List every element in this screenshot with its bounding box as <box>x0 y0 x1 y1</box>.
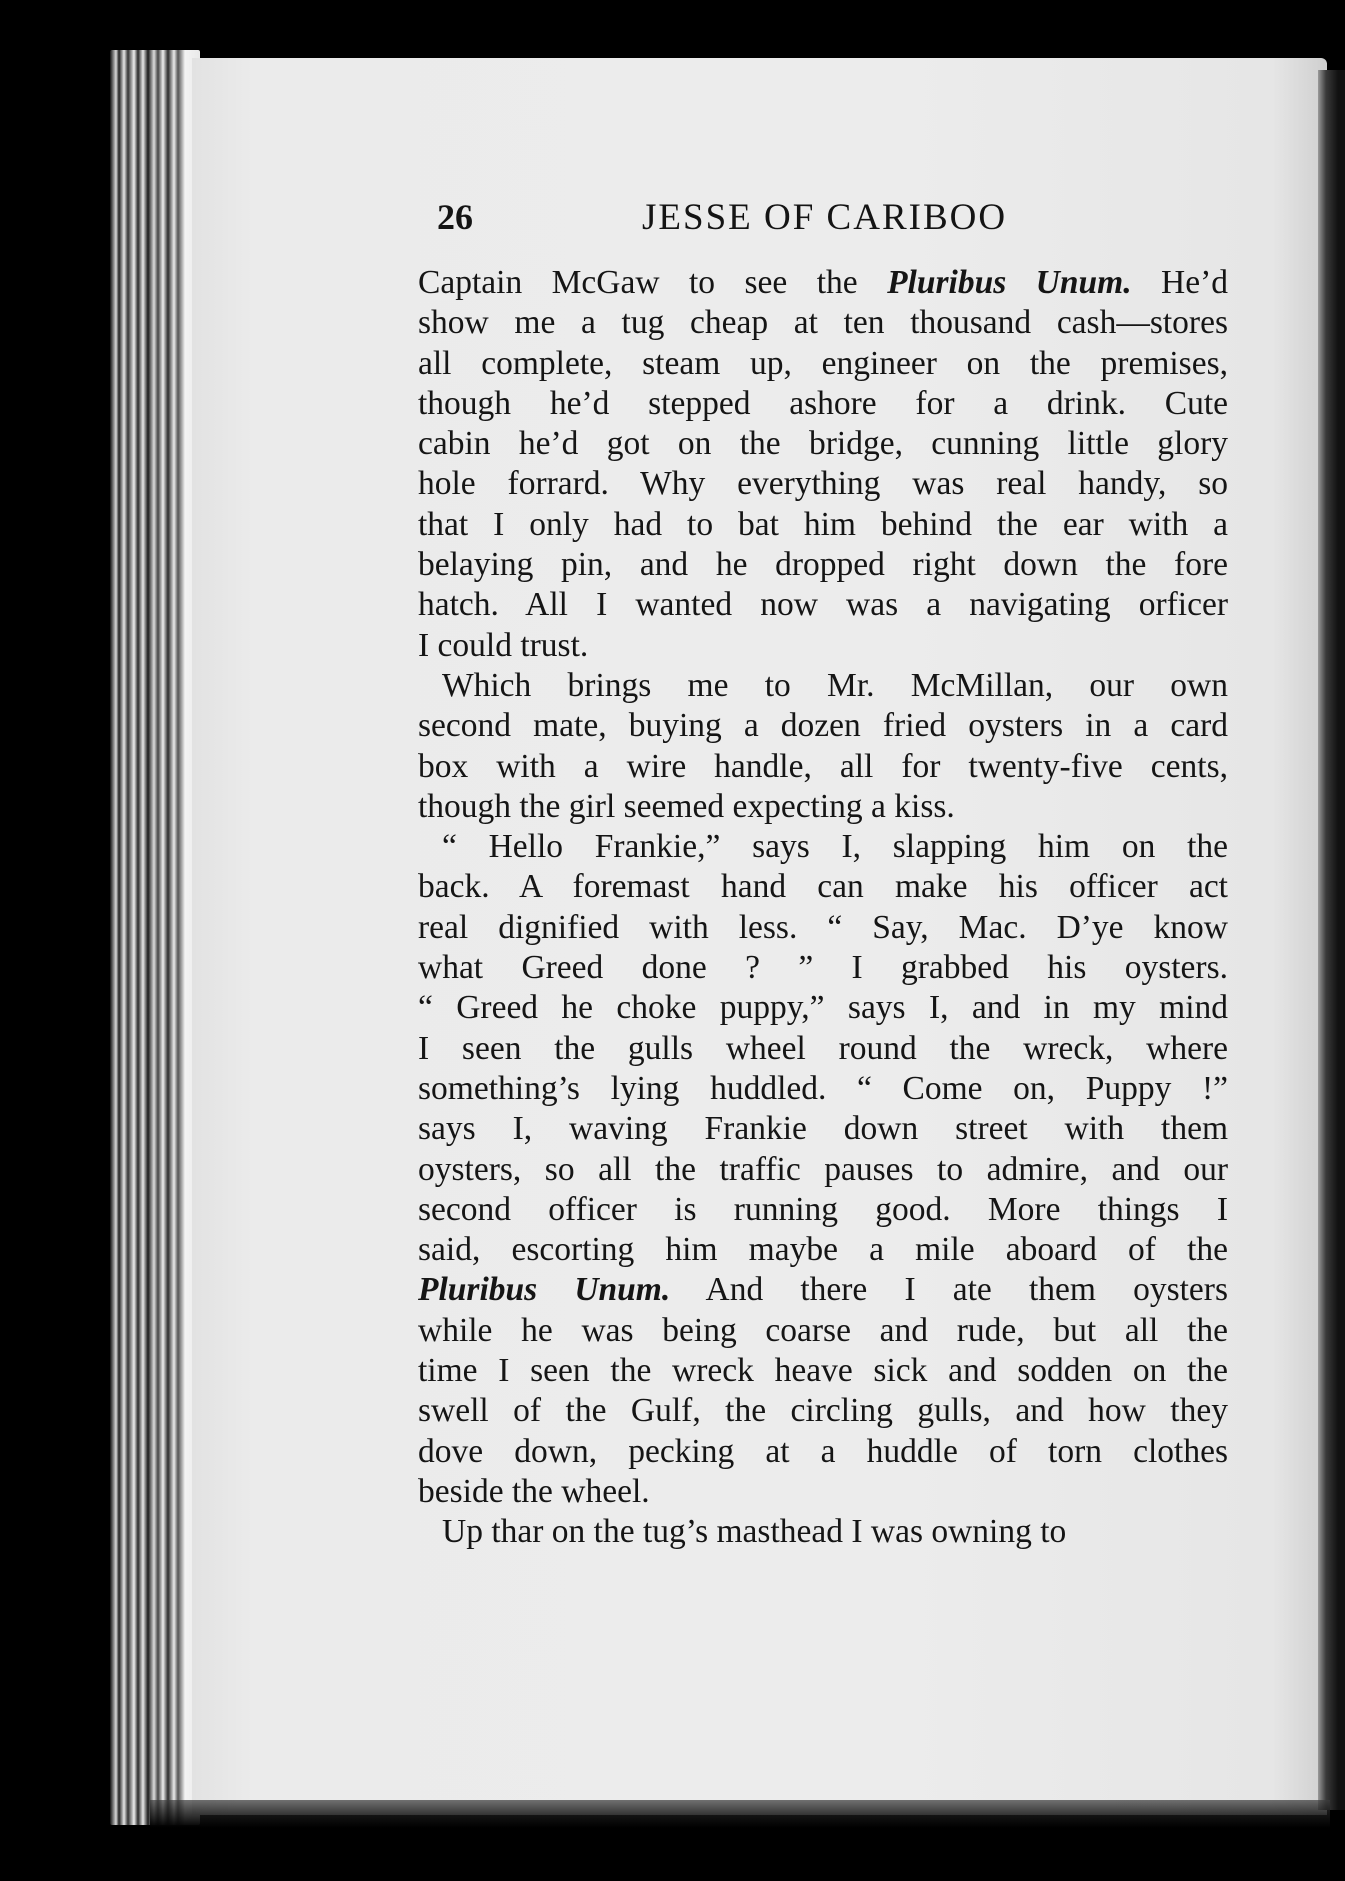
text-run: time I seen the wreck heave sick and sodden on the <box>418 1352 1228 1390</box>
text-run: second officer is running good. More things I <box>418 1190 1228 1228</box>
text-run: He’d <box>1131 264 1228 301</box>
text-line <box>418 545 1228 585</box>
text-run: “ Greed he choke puppy,” says I, and in my mind <box>418 989 1228 1027</box>
text-line <box>418 988 1228 1028</box>
text-run: said, escorting him maybe a mile aboard of the <box>418 1231 1228 1269</box>
text-line <box>418 303 1228 343</box>
text-line <box>418 1150 1228 1190</box>
text-run: show me a tug cheap at ten thousand cash—stores <box>418 304 1228 342</box>
bottom-shadow <box>150 1800 1330 1828</box>
text-run: hole forrard. Why everything was real handy, so <box>418 465 1228 503</box>
text-line <box>418 585 1228 625</box>
text-run: Captain McGaw to see the <box>418 264 888 301</box>
text-run: that I only had to bat him behind the ear with a <box>418 505 1228 543</box>
text-line <box>418 1230 1228 1270</box>
paragraph <box>418 1512 1228 1552</box>
text-run: all complete, steam up, engineer on the premises, <box>418 344 1228 382</box>
page-edge-stack <box>110 50 200 1825</box>
text-line <box>418 464 1228 504</box>
text-run: box with a wire handle, all for twenty-five cents, <box>418 747 1228 785</box>
italic-title: Pluribus Unum. <box>887 264 1132 301</box>
text-line <box>418 867 1228 907</box>
text-line <box>418 1109 1228 1149</box>
text-line <box>418 1190 1228 1230</box>
text-run: while he was being coarse and rude, but all the <box>418 1311 1228 1349</box>
text-run: hatch. All I wanted now was a navigating orficer <box>418 586 1228 624</box>
text-line <box>418 666 1228 706</box>
text-line <box>418 344 1228 384</box>
text-run: something’s lying huddled. “ Come on, Puppy !” <box>418 1069 1228 1107</box>
text-line <box>418 747 1228 787</box>
text-line <box>418 1270 1228 1310</box>
body-text <box>418 263 1228 1553</box>
text-line <box>418 505 1228 545</box>
text-line <box>418 384 1228 424</box>
text-run: what Greed done ? ” I grabbed his oysters. <box>418 949 1228 987</box>
text-line <box>418 1472 1228 1512</box>
text-run: belaying pin, and he dropped right down the fore <box>418 546 1228 584</box>
text-line <box>418 1512 1228 1552</box>
text-run: I could trust. <box>418 626 589 664</box>
text-run: though the girl seemed expecting a kiss. <box>418 787 955 825</box>
paragraph <box>418 263 1228 666</box>
text-line <box>418 1432 1228 1472</box>
running-title: JESSE OF CARIBOO <box>642 197 1008 238</box>
text-run: swell of the Gulf, the circling gulls, and how they <box>418 1392 1228 1430</box>
text-line <box>418 263 1228 303</box>
page-header <box>437 196 1037 244</box>
text-line <box>418 1311 1228 1351</box>
text-run: though he’d stepped ashore for a drink. Cute <box>418 384 1228 422</box>
text-line <box>418 1391 1228 1431</box>
text-line <box>418 706 1228 746</box>
text-line <box>418 827 1228 867</box>
text-run: second mate, buying a dozen fried oysters in a card <box>418 707 1228 745</box>
right-page-edge <box>1318 70 1345 1810</box>
text-run: Which brings me to Mr. McMillan, our own <box>442 666 1228 704</box>
text-run: back. A foremast hand can make his officer act <box>418 868 1228 906</box>
text-line <box>418 908 1228 948</box>
paragraph <box>418 666 1228 827</box>
text-run: I seen the gulls wheel round the wreck, where <box>418 1029 1228 1067</box>
text-line <box>418 787 1228 827</box>
text-line <box>418 424 1228 464</box>
text-run: beside the wheel. <box>418 1472 650 1510</box>
text-line <box>418 626 1228 666</box>
page-number: 26 <box>437 197 473 237</box>
text-line <box>418 1069 1228 1109</box>
text-run: cabin he’d got on the bridge, cunning little glory <box>418 425 1228 463</box>
text-run: oysters, so all the traffic pauses to admire, and our <box>418 1150 1228 1188</box>
text-run: says I, waving Frankie down street with them <box>418 1110 1228 1148</box>
text-run: real dignified with less. “ Say, Mac. D’ye know <box>418 908 1228 946</box>
text-run: And there I ate them oysters <box>670 1271 1228 1309</box>
text-run: Up thar on the tug’s masthead I was owning to <box>442 1513 1067 1551</box>
paragraph <box>418 827 1228 1512</box>
text-run: dove down, pecking at a huddle of torn clothes <box>418 1432 1228 1470</box>
italic-title: Pluribus Unum. <box>418 1271 671 1309</box>
text-run: “ Hello Frankie,” says I, slapping him on the <box>442 828 1228 866</box>
text-line <box>418 1029 1228 1069</box>
text-line <box>418 1351 1228 1391</box>
text-line <box>418 948 1228 988</box>
